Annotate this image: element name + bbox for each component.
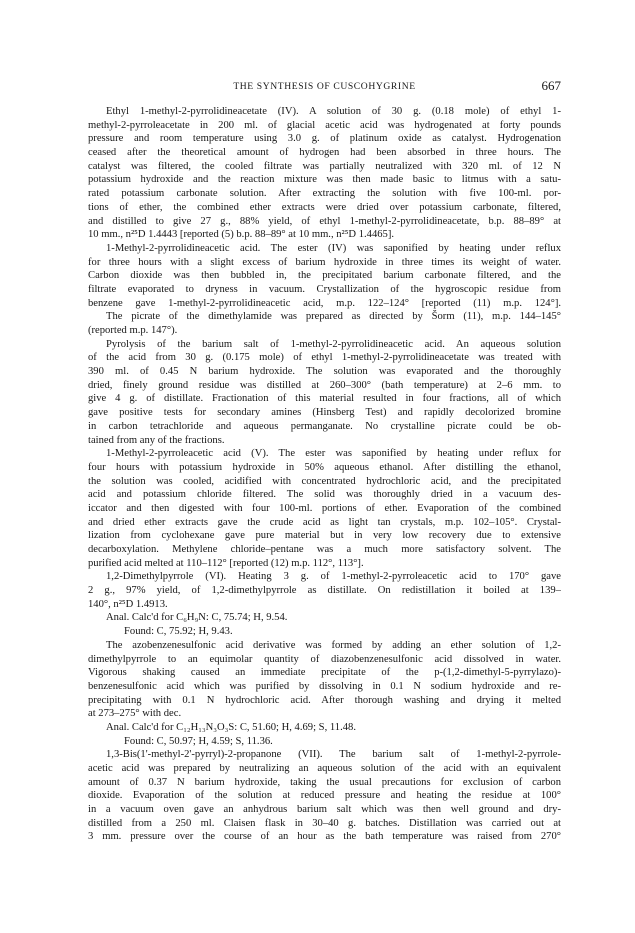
text-line: 1,3-Bis(1'-methyl-2'-pyrryl)-2-propanone (VII). The barium salt of 1-methyl-2-pyrrole- [106,749,561,761]
text-line: benzene gave 1-methyl-2-pyrrolidineacetic acid, m.p. 122–124° [reported (11) m.p. 124°]. [88,297,561,309]
text-line: filtrate evaporated to dryness in vacuum. Crystallization of the hygroscopic residue from [88,283,561,295]
text-line: dried, finely ground residue was distilled at 260–300° (bath temperature) at 2–6 mm. to [88,379,561,391]
text-line: purified acid melted at 110–112° [reported (12) m.p. 112°, 113°]. [88,557,364,569]
text-line: in a vacuum oven gave an anhydrous barium salt which was then well ground and dry- [88,804,561,816]
text-line: 10 mm., n²⁵D 1.4443 [reported (5) b.p. 88–89° at 10 mm., n²⁵D 1.4465]. [88,229,395,241]
text-line: Anal. Calc'd for C₆H₉N: C, 75.74; H, 9.54. [106,612,288,624]
text-line: Carbon dioxide was then bubbled in, the precipitated barium carbonate filtered, and the [88,270,561,282]
text-line: Pyrolysis of the barium salt of 1-methyl-2-pyrrolidineacetic acid. An aqueous solution [106,338,561,350]
text-line: and distilled to give 27 g., 88% yield, of ethyl 1-methyl-2-pyrrolidineacetate, b.p. 88–89° at [88,215,561,227]
page-number: 667 [541,78,561,93]
text-line: rated potassium carbonate solution. After extracting the solution with five 100-ml. por- [88,188,561,200]
text-line: benzenesulfonic acid which was purified by dissolving in 0.1 N sodium hydroxide and re- [88,680,561,692]
text-line: Found: C, 50.97; H, 4.59; S, 11.36. [124,735,273,747]
text-line: of the acid from 30 g. (0.175 mole) of ethyl 1-methyl-2-pyrrolidineacetate was treated with [88,352,561,364]
text-line: 1-Methyl-2-pyrroleacetic acid (V). The ester was saponified by heating under reflux for [106,448,561,460]
text-line: Ethyl 1-methyl-2-pyrrolidineacetate (IV). A solution of 30 g. (0.18 mole) of ethyl 1- [106,106,561,117]
text-line: dimethylpyrrole to an equimolar quantity of diazobenzenesulfonic acid dissolved in water. [88,653,561,665]
body-text [88,105,561,844]
text-line: give 4 g. of distillate. Fractionation of this material resulted in four fractions, all of which [88,393,561,405]
text-line: distilled from a 250 ml. Claisen flask in 30–40 g. batches. Distillation was carried out at [88,817,561,829]
text-line: methyl-2-pyrroleacetate in 200 ml. of glacial acetic acid was hydrogenated at forty pounds [88,119,561,131]
text-line: acid and potassium chloride filtered. The solid was thoroughly dried in a vacuum des- [88,489,561,501]
text-line: The azobenzenesulfonic acid derivative was formed by adding an ether solution of 1,2- [106,639,561,651]
text-line: in carbon tetrachloride and aqueous permanganate. No crystalline picrate could be ob- [88,420,561,432]
text-line: 1-Methyl-2-pyrrolidineacetic acid. The ester (IV) was saponified by heating under reflux [106,242,561,254]
text-line: and dried ether extracts gave the crude acid as light tan crystals, m.p. 102–105°. Crystal- [88,516,561,528]
text-line: tions of ether, the combined ether extracts were dried over potassium carbonate, filtered, [88,201,561,213]
text-line: amount of 0.37 N barium hydroxide, taking the usual precautions for exclusion of carbon [88,776,561,788]
text-line: 2 g., 97% yield, of 1,2-dimethylpyrrole as distillate. On redistillation it boiled at 139– [88,585,561,597]
text-line: decarboxylation. Methylene chloride–pentane was a much more satisfactory solvent. The [88,544,561,555]
text-line: dioxide. Evaporation of the solution at reduced pressure and heating the residue at 100° [88,790,561,802]
text-line: ceased after the theoretical amount of hydrogen had been absorbed in three hours. The [88,147,561,159]
text-line: 3 mm. pressure over the course of an hour as the bath temperature was raised from 270° [88,831,561,843]
text-line: the solution was cooled, acidified with concentrated hydrochloric acid, and the precipitated [88,475,561,487]
text-line: potassium hydroxide and the reaction mixture was then made basic to litmus with a satu- [88,174,561,186]
text-line: iccator and then digested with four 100-ml. portions of ether. Evaporation of the combined [88,502,561,514]
text-line: Found: C, 75.92; H, 9.43. [124,626,233,638]
text-line: four hours with potassium hydroxide in 50% aqueous ethanol. After distilling the ethanol, [88,461,561,473]
page-header [88,80,561,94]
text-line: for three hours with a slight excess of barium hydroxide in three times its weight of water. [88,256,561,268]
text-line: lization from cyclohexane gave pure material but in very low recovery due to extensive [88,530,561,542]
text-line: precipitating with 0.1 N hydrochloric acid. After thorough washing and drying it melted [88,694,561,706]
running-title: THE SYNTHESIS OF CUSCOHYGRINE [233,81,416,92]
text-line: tained from any of the fractions. [88,434,225,446]
text-line: The picrate of the dimethylamide was prepared as directed by Šorm (11), m.p. 144–145° [106,311,561,323]
text-line: Anal. Calc'd for C₁₂H₁₃N₃O₃S: C, 51.60; H, 4.69; S, 11.48. [106,721,356,733]
text-line: 1,2-Dimethylpyrrole (VI). Heating 3 g. of 1-methyl-2-pyrroleacetic acid to 170° gave [106,571,561,583]
text-line: catalyst was filtered, the cooled filtrate was partially neutralized with 320 ml. of 12 N [88,160,561,172]
text-line: pressure and room temperature using 3.0 g. of platinum oxide as catalyst. Hydrogenation [88,133,561,145]
text-line: at 273–275° with dec. [88,708,182,720]
text-line: 140°, n²⁵D 1.4913. [88,598,168,610]
text-line: acetic acid was prepared by neutralizing an aqueous solution of the acid with an equivalent [88,763,561,774]
text-line: 390 ml. of 0.45 N barium hydroxide. The solution was evaporated and the thoroughly [88,366,561,378]
text-line: gave positive tests for secondary amines (Hinsberg Test) and rapidly decolorized bromine [88,407,561,419]
text-line: Vigorous shaking caused an immediate precipitate of the p-(1,2-dimethyl-5-pyrrylazo)- [88,667,561,679]
text-line: (reported m.p. 147°). [88,325,178,336]
